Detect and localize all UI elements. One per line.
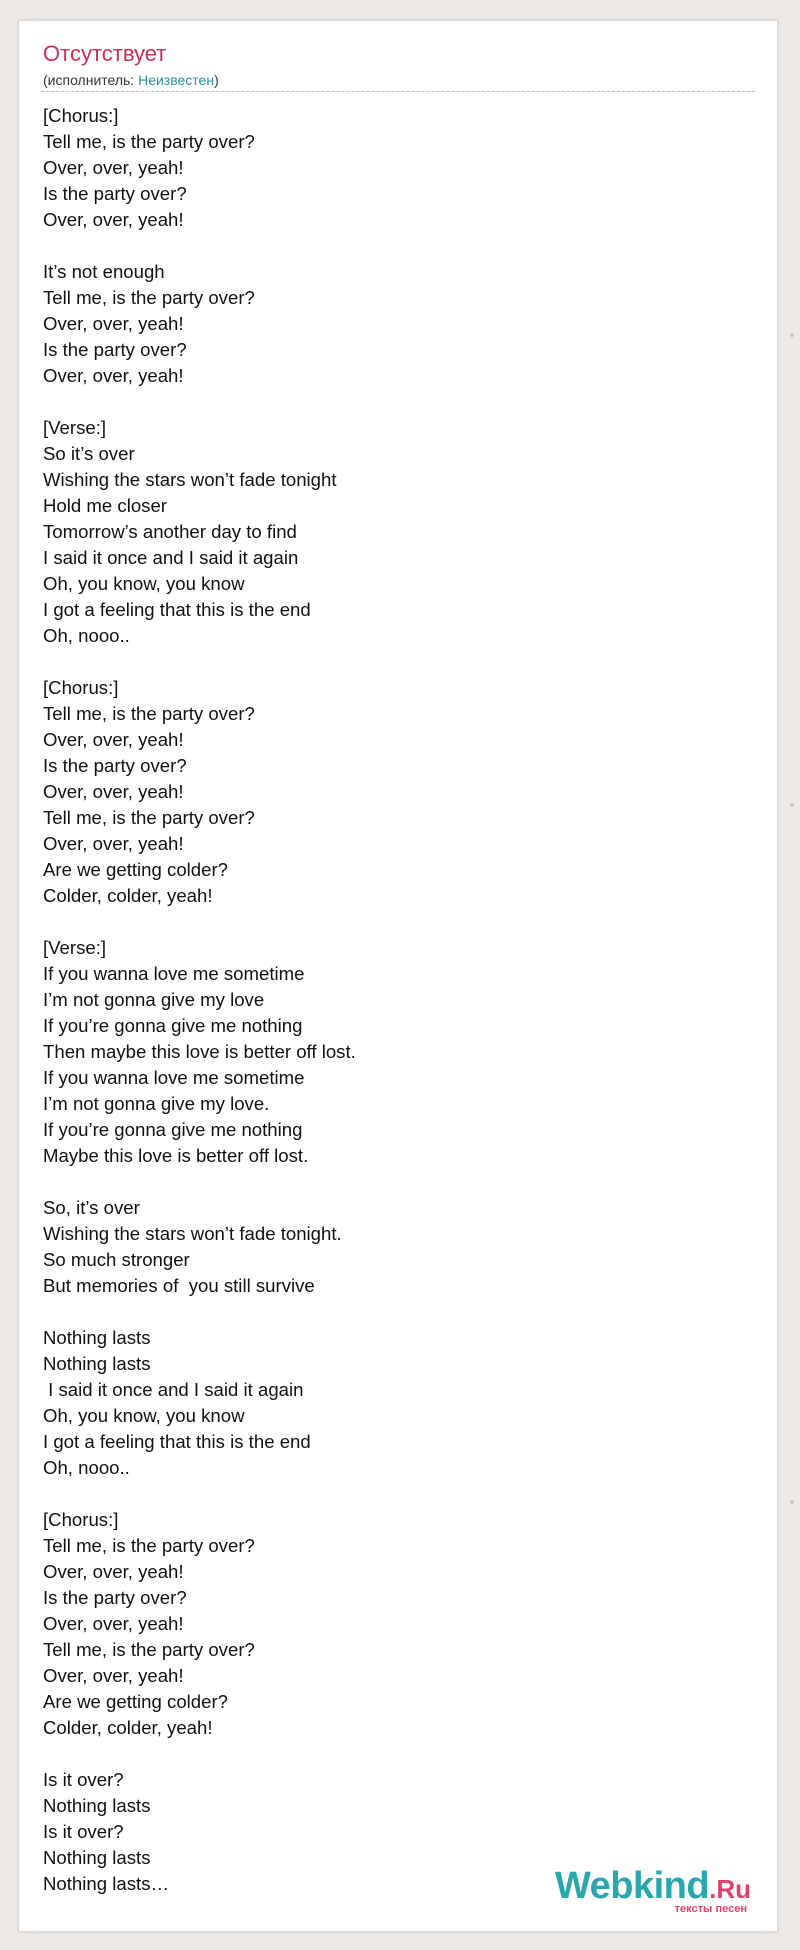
lyric-line: If you wanna love me sometime	[43, 1067, 305, 1088]
lyric-blank-line	[43, 909, 356, 935]
lyric-line: Oh, nooo..	[43, 625, 130, 646]
lyric-line: Nothing lasts	[43, 1353, 151, 1374]
lyric-line: I got a feeling that this is the end	[43, 599, 311, 620]
lyric-line: Tell me, is the party over?	[43, 131, 255, 152]
lyric-line: Then maybe this love is better off lost.	[43, 1041, 356, 1062]
lyric-line: Over, over, yeah!	[43, 1665, 184, 1686]
lyric-line: Over, over, yeah!	[43, 209, 184, 230]
header-divider	[41, 91, 755, 92]
lyric-line: Is the party over?	[43, 755, 187, 776]
lyric-line: Tomorrow’s another day to find	[43, 521, 297, 542]
artist-prefix: (исполнитель:	[43, 72, 139, 88]
artist-link[interactable]: Неизвестен	[138, 72, 215, 88]
lyric-line: Colder, colder, yeah!	[43, 885, 213, 906]
lyric-line: Over, over, yeah!	[43, 157, 184, 178]
lyric-line: [Verse:]	[43, 417, 107, 438]
lyric-line: [Verse:]	[43, 937, 107, 958]
song-title: Отсутствует	[43, 41, 167, 66]
lyric-line: I’m not gonna give my love.	[43, 1093, 270, 1114]
lyric-line: So it’s over	[43, 443, 135, 464]
lyric-line: Oh, nooo..	[43, 1457, 130, 1478]
lyric-blank-line	[43, 389, 356, 415]
lyric-line: Is the party over?	[43, 339, 187, 360]
lyric-blank-line	[43, 1481, 356, 1507]
lyric-line: If you wanna love me sometime	[43, 963, 305, 984]
lyric-line: Hold me closer	[43, 495, 168, 516]
lyrics-text	[43, 103, 356, 1897]
edge-dot	[790, 333, 794, 337]
lyric-line: I said it once and I said it again	[43, 547, 299, 568]
artist-line	[43, 72, 219, 88]
lyric-line: Tell me, is the party over?	[43, 703, 255, 724]
lyric-blank-line	[43, 233, 356, 259]
lyric-line: Nothing lasts…	[43, 1873, 170, 1894]
lyric-line: Over, over, yeah!	[43, 833, 184, 854]
lyric-line: Wishing the stars won’t fade tonight	[43, 469, 337, 490]
lyric-line: Wishing the stars won’t fade tonight.	[43, 1223, 342, 1244]
lyric-line: Tell me, is the party over?	[43, 287, 255, 308]
lyric-line: [Chorus:]	[43, 105, 119, 126]
lyric-line: Are we getting colder?	[43, 859, 229, 880]
lyric-line: I said it once and I said it again	[43, 1379, 304, 1400]
logo-tld: .Ru	[709, 1874, 751, 1904]
lyrics-card	[18, 20, 778, 1932]
lyric-line: I got a feeling that this is the end	[43, 1431, 311, 1452]
lyric-blank-line	[43, 649, 356, 675]
lyric-line: Is the party over?	[43, 183, 187, 204]
artist-suffix: )	[214, 72, 219, 88]
lyric-line: Tell me, is the party over?	[43, 807, 255, 828]
lyric-line: Nothing lasts	[43, 1847, 151, 1868]
lyric-blank-line	[43, 1169, 356, 1195]
lyric-line: Tell me, is the party over?	[43, 1639, 255, 1660]
logo-tagline: тексты песен	[674, 1903, 747, 1915]
edge-dot	[790, 1500, 794, 1504]
lyric-line: Over, over, yeah!	[43, 1561, 184, 1582]
lyric-line: [Chorus:]	[43, 1509, 119, 1530]
lyric-line: Over, over, yeah!	[43, 313, 184, 334]
lyric-line: Maybe this love is better off lost.	[43, 1145, 309, 1166]
site-logo[interactable]	[555, 1867, 751, 1915]
lyric-line: I’m not gonna give my love	[43, 989, 265, 1010]
lyric-line: Oh, you know, you know	[43, 573, 245, 594]
lyric-line: Over, over, yeah!	[43, 781, 184, 802]
lyric-blank-line	[43, 1299, 356, 1325]
lyric-line: Nothing lasts	[43, 1795, 151, 1816]
lyric-line: Over, over, yeah!	[43, 365, 184, 386]
lyric-line: Tell me, is the party over?	[43, 1535, 255, 1556]
lyric-line: Oh, you know, you know	[43, 1405, 245, 1426]
lyric-line: But memories of you still survive	[43, 1275, 315, 1296]
logo-wordmark: Webkind	[554, 1865, 710, 1907]
lyric-line: Over, over, yeah!	[43, 729, 184, 750]
lyric-line: [Chorus:]	[43, 677, 119, 698]
lyric-blank-line	[43, 1741, 356, 1767]
edge-dot	[790, 803, 794, 807]
lyric-line: Is the party over?	[43, 1587, 187, 1608]
lyric-line: So much stronger	[43, 1249, 190, 1270]
lyric-line: Is it over?	[43, 1769, 124, 1790]
lyric-line: If you’re gonna give me nothing	[43, 1119, 303, 1140]
lyric-line: Over, over, yeah!	[43, 1613, 184, 1634]
lyric-line: If you’re gonna give me nothing	[43, 1015, 303, 1036]
lyric-line: Are we getting colder?	[43, 1691, 229, 1712]
lyric-line: So, it’s over	[43, 1197, 140, 1218]
lyric-line: It’s not enough	[43, 261, 165, 282]
lyric-line: Is it over?	[43, 1821, 124, 1842]
lyric-line: Colder, colder, yeah!	[43, 1717, 213, 1738]
lyric-line: Nothing lasts	[43, 1327, 151, 1348]
